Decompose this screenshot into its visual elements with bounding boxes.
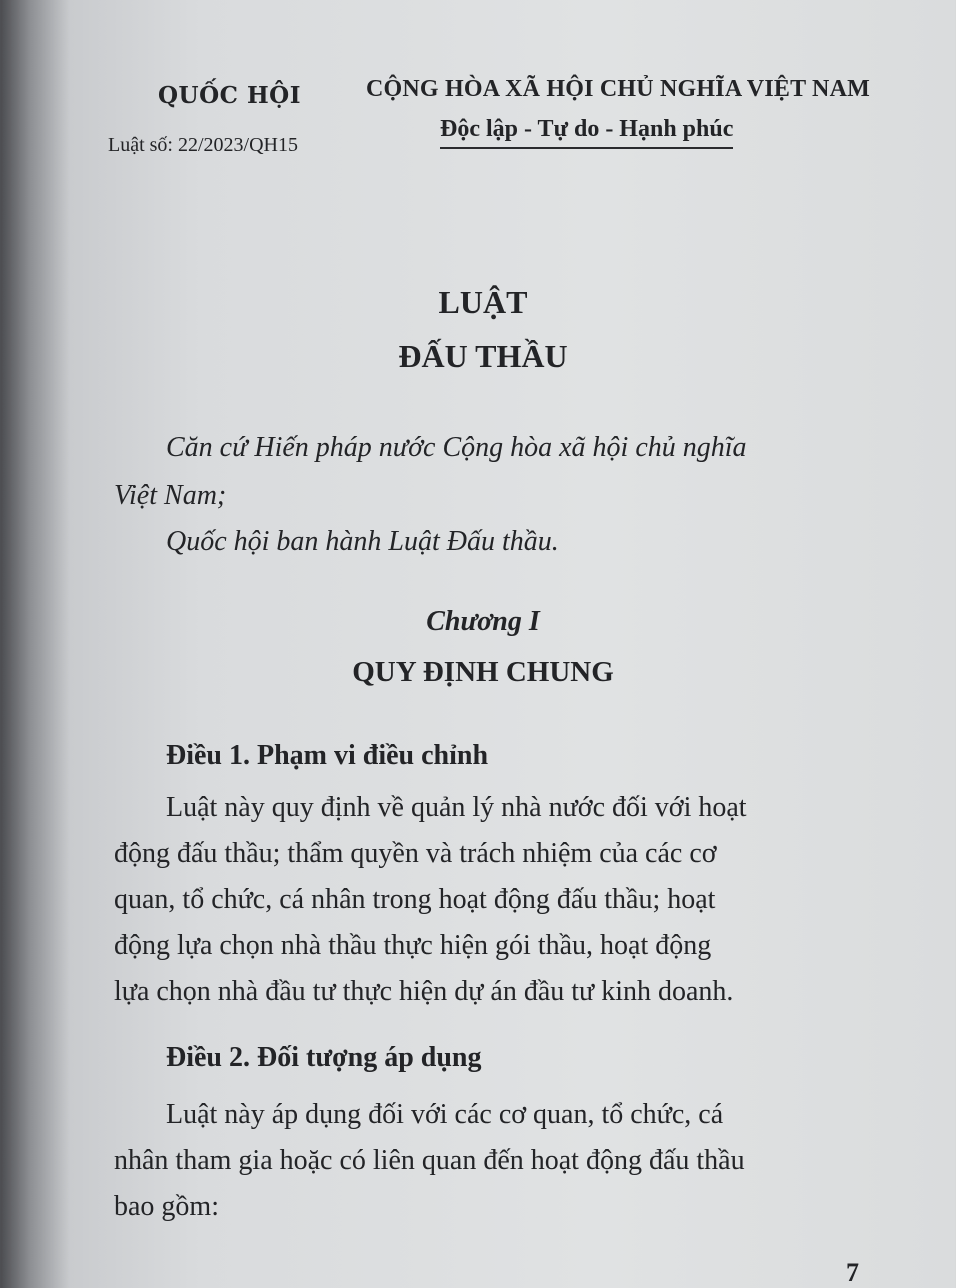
law-number: Luật số: 22/2023/QH15 xyxy=(108,134,298,156)
article-1-line: động đấu thầu; thẩm quyền và trách nhiệm của các cơ xyxy=(114,838,717,869)
chapter-title: QUY ĐỊNH CHUNG xyxy=(352,656,614,688)
preamble-line-3: Quốc hội ban hành Luật Đấu thầu. xyxy=(166,526,559,557)
article-2-body xyxy=(114,1092,864,1230)
article-1-line: động lựa chọn nhà thầu thực hiện gói thầu, hoạt động xyxy=(114,930,712,961)
article-1-line: Luật này quy định về quản lý nhà nước đối với hoạt xyxy=(166,792,747,823)
preamble-line-1: Căn cứ Hiến pháp nước Cộng hòa xã hội chủ nghĩa xyxy=(166,432,747,463)
article-1-body xyxy=(114,785,864,1015)
document-type-title: LUẬT xyxy=(438,284,528,320)
article-2-heading: Điều 2. Đối tượng áp dụng xyxy=(166,1042,482,1073)
issuer-label: QUỐC HỘI xyxy=(158,82,301,109)
article-2-line: bao gồm: xyxy=(114,1191,219,1222)
preamble-line-2: Việt Nam; xyxy=(114,480,227,511)
chapter-number: Chương I xyxy=(426,606,540,637)
article-2-line: nhân tham gia hoặc có liên quan đến hoạt động đấu thầu xyxy=(114,1145,745,1176)
article-1-line: lựa chọn nhà đầu tư thực hiện dự án đầu tư kinh doanh. xyxy=(114,976,734,1007)
article-1-heading: Điều 1. Phạm vi điều chỉnh xyxy=(166,740,489,771)
nation-title: CỘNG HÒA XÃ HỘI CHỦ NGHĨA VIỆT NAM xyxy=(366,76,870,102)
page-number: 7 xyxy=(846,1258,859,1287)
article-2-line: Luật này áp dụng đối với các cơ quan, tổ chức, cá xyxy=(166,1099,724,1130)
national-motto: Độc lập - Tự do - Hạnh phúc xyxy=(440,116,733,149)
document-name-title: ĐẤU THẦU xyxy=(398,338,568,374)
article-1-line: quan, tổ chức, cá nhân trong hoạt động đấu thầu; hoạt xyxy=(114,884,716,915)
